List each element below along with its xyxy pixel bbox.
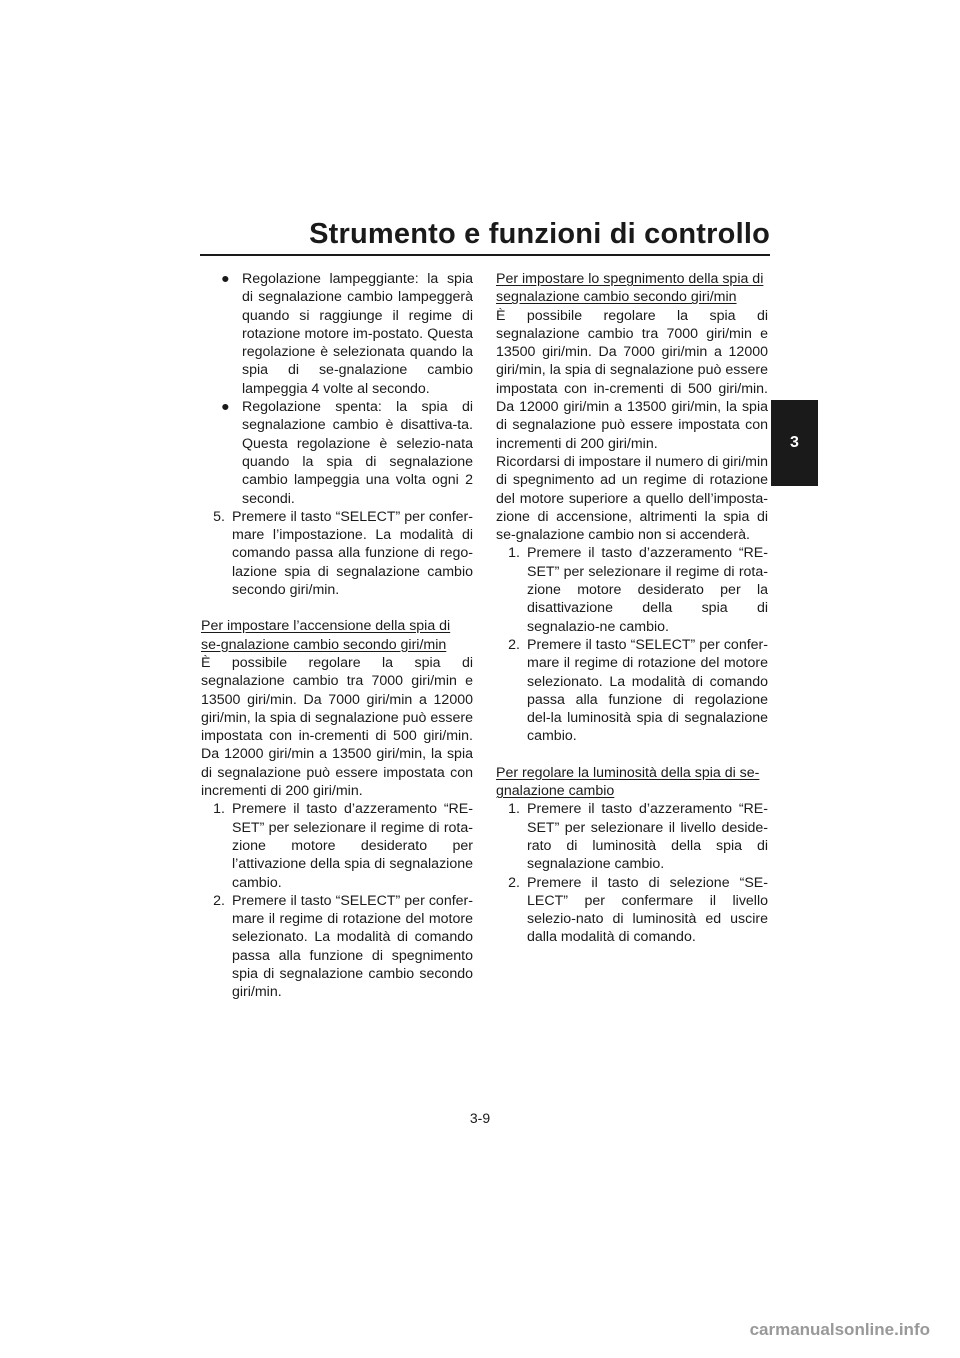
step-item: 1. Premere il tasto d’azzeramento “RE-SET” per selezionare il regime di rota-zione motore desiderato per l’attivazione della spia di segnalazione cambio. xyxy=(213,801,473,891)
header-rule xyxy=(200,254,770,256)
section-body: È possibile regolare la spia di segnalazione cambio tra 7000 giri/min e 13500 giri/min. Da 7000 giri/min a 12000 giri/min, la spia di segnalazione può essere impostata con in-crementi di 500 giri/min. Da 12000 giri/min a 13500 giri/min, la spia di segnalazione può essere impostata con incrementi di 200 giri/min. xyxy=(201,654,473,800)
bullet-item: ● Regolazione lampeggiante: la spia di segnalazione cambio lampeggerà quando si raggiunge il regime di rotazione motore im-postato. Questa regolazione è selezionata quando la spia di se-gnalazione cambio lampeggia 4 volte al secondo. xyxy=(221,271,473,397)
section-note: Ricordarsi di impostare il numero di giri/min di spegnimento ad un regime di rotazione del motore superiore a quello dell’imposta-zione di accensione, altrimenti la spia di se-gnalazione cambio non si accenderà. xyxy=(496,453,769,544)
section-heading: Per regolare la luminosità della spia di se-gnalazione cambio xyxy=(496,764,760,800)
page-number: 3-9 xyxy=(469,1110,491,1126)
section-heading: Per impostare l’accensione della spia di se-gnalazione cambio secondo giri/min xyxy=(201,618,451,653)
step-item: 1. Premere il tasto d’azzeramento “RE-SET” per selezionare il livello deside-rato di luminosità della spia di segnalazione cambio. xyxy=(508,801,768,873)
section-heading: Per impostare lo spegnimento della spia di segnalazione cambio secondo giri/min xyxy=(496,271,764,306)
page-title: Strumento e funzioni di controllo xyxy=(309,218,770,250)
step-item: 1. Premere il tasto d’azzeramento “RE-SET” per selezionare il regime di rota-zione motore desiderato per la disattivazione della spia di segnalazio-ne cambio. xyxy=(508,545,768,635)
bullet-dot-icon: ● xyxy=(221,271,230,287)
right-column xyxy=(496,270,768,947)
step-item: 2. Premere il tasto di selezione “SE-LECT” per confermare il livello selezio-nato di luminosità ed uscire dalla modalità di comando. xyxy=(508,874,768,946)
step-item: 2. Premere il tasto “SELECT” per confer-mare il regime di rotazione del motore selezionato. La modalità di comando passa alla funzione di regolazione del-la luminosità spia di segnalazione cambio. xyxy=(508,636,768,745)
step-item: 5. Premere il tasto “SELECT” per confer-mare l’impostazione. La modalità di comando passa alla funzione di rego-lazione spia di segnalazione cambio secondo giri/min. xyxy=(213,508,473,599)
bullet-item: ● Regolazione spenta: la spia di segnalazione cambio è disattiva-ta. Questa regolazione è selezio-nata quando la spia di segnalazione cambio lampeggia una volta ogni 2 secondi. xyxy=(221,399,473,507)
bullet-dot-icon: ● xyxy=(221,399,230,416)
chapter-tab: 3 xyxy=(771,400,818,486)
left-column xyxy=(201,270,473,1002)
watermark: carmanualsonline.info xyxy=(749,1320,930,1339)
step-item: 2. Premere il tasto “SELECT” per confer-mare il regime di rotazione del motore selezionato. La modalità di comando passa alla funzione di spegnimento spia di segnalazione cambio secondo giri/min. xyxy=(213,892,473,1001)
section-body: È possibile regolare la spia di segnalazione cambio tra 7000 giri/min e 13500 giri/min. Da 7000 giri/min a 12000 giri/min, la spia di segnalazione può essere impostata con in-crementi di 500 giri/min. Da 12000 giri/min a 13500 giri/min, la spia di segnalazione può essere impostata con incrementi di 200 giri/min. xyxy=(496,307,768,452)
